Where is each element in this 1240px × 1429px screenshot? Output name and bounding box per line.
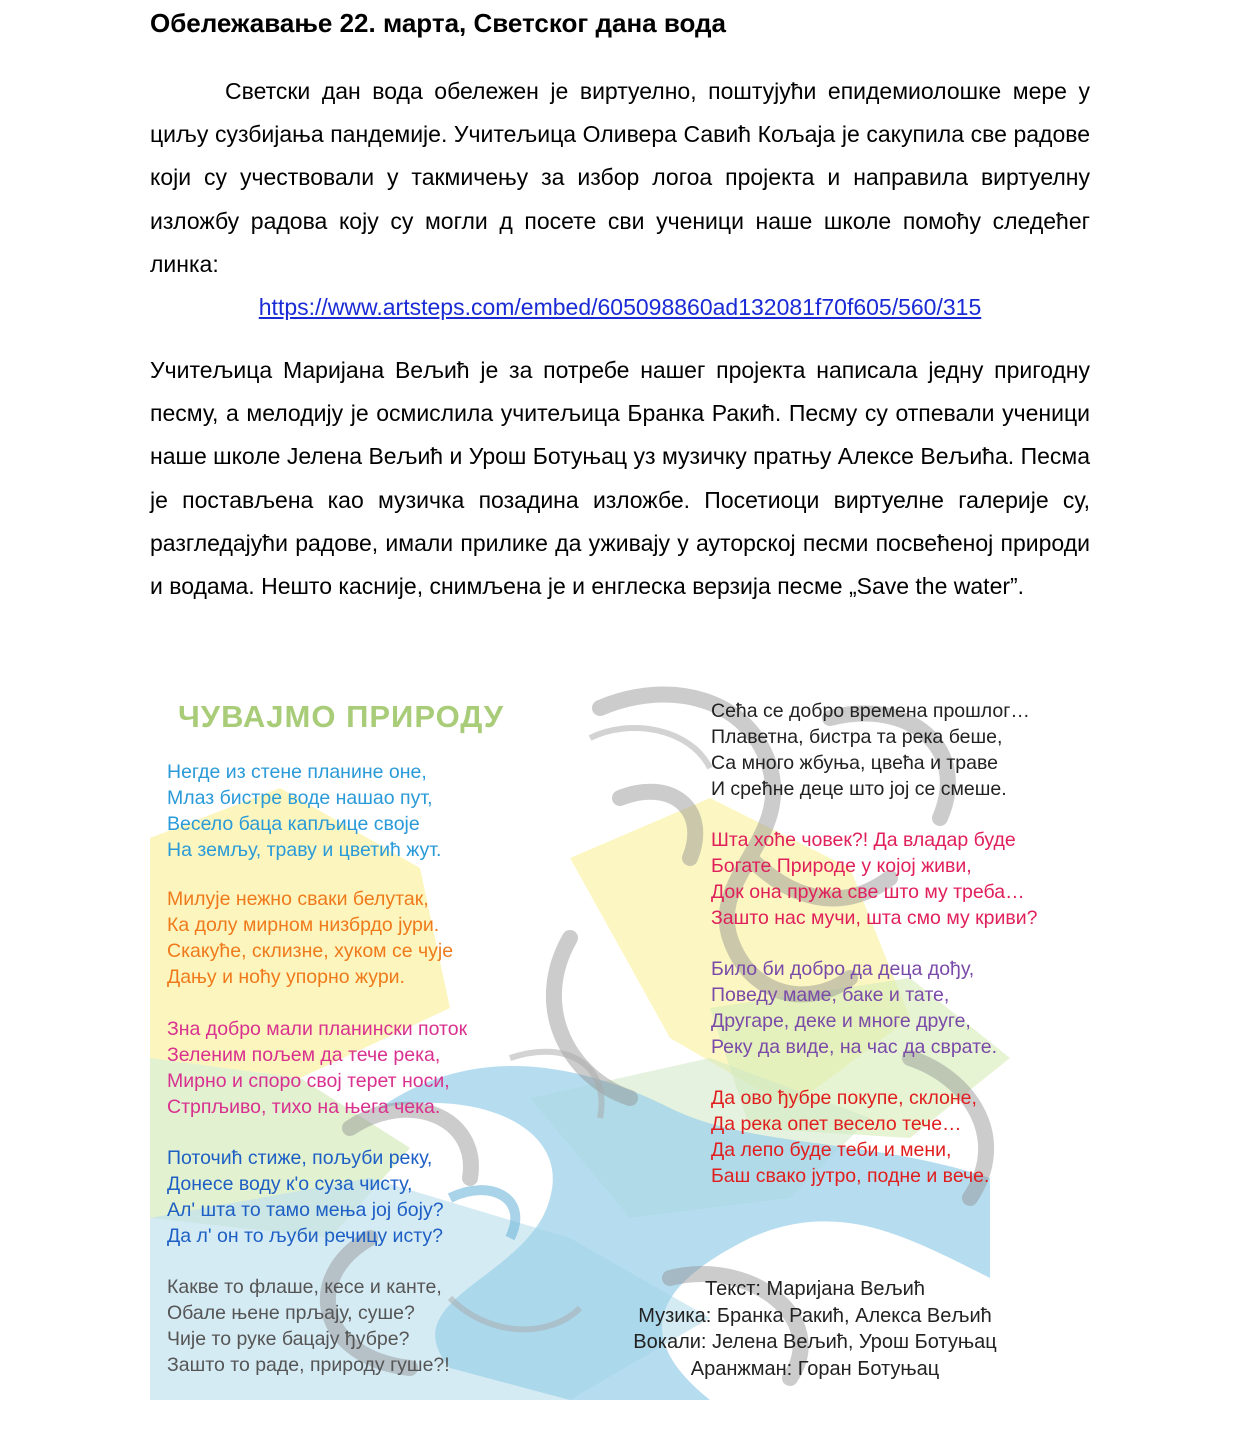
poem-line: Да ово ђубре покупе, склоне, [711,1087,977,1109]
poem-stanza-2 [167,886,453,990]
poem-stanza-5 [167,1274,450,1378]
credit-music: Музика: Бранка Ракић, Алекса Вељић [638,1304,992,1327]
credit-vocals: Вокали: Јелена Вељић, Урош Ботуњац [633,1331,997,1353]
poem-stanza-7 [711,827,1037,931]
poem-line: Са много жбуња, цвећа и траве [711,752,998,774]
poem-line: Дању и ноћу упорно жури. [167,966,405,988]
article-paragraph-2: Учитељица Маријана Вељић је за потребе нашег пројекта написала једну пригодну песму, а мелодију је осмислила учитељица Бранка Ракић. Песму су отпевали ученици наше школе Јелена Вељић и Урош Ботуњац уз музичку пратњу Алексе Вељића. Песма је постављена као музичка позадина изложбе. Посетиоци виртуелне галерије су, разгледајући радове, имали прилике да уживају у ауторској песми посвећеној природи и водама. Нешто касније, снимљена је и енглеска верзија песме „Save the water”. [150,357,1090,600]
poem-line: Скакуће, склизне, хуком се чује [167,940,454,962]
poem-line: Поточић стиже, пољуби реку, [167,1147,433,1169]
poem-line: Плаветна, бистра та река беше, [711,726,1003,748]
poem-line: Било би добро да деца дођу, [711,958,975,980]
poem-line: Донесе воду к'о суза чисту, [167,1173,413,1195]
poem-line: Обале њене прљају, суше? [167,1302,415,1324]
poem-line: Богате Природе у којој живи, [711,855,972,877]
poem-line: Мирно и споро свој терет носи, [167,1070,450,1092]
credit-text: Текст: Маријана Вељић [705,1278,925,1300]
poem-stanza-4 [167,1145,444,1249]
poem-line: Негде из стене планине оне, [167,761,427,783]
article-title: Обележавање 22. марта, Светског дана вода [150,8,726,38]
song-credits [605,1276,1025,1382]
poem-stanza-6 [711,698,1030,802]
poem-line: Ал' шта то тамо мења јој боју? [167,1199,444,1221]
poem-stanza-9 [711,1085,989,1189]
poem-title: ЧУВАЈМО ПРИРОДУ [178,699,505,734]
song-poster [150,678,1090,1400]
poem-line: На земљу, траву и цветић жут. [167,839,442,861]
artsteps-link[interactable]: https://www.artsteps.com/embed/605098860ad132081f70f605/560/315 [258,294,982,320]
poem-stanza-8 [711,956,997,1060]
poem-line: Зашто нас мучи, шта смо му криви? [711,907,1038,929]
poem-line: И срећне деце што јој се смеше. [711,778,1007,800]
poem-line: Да река опет весело тече… [711,1113,962,1135]
poem-line: Другаре, деке и многе друге, [711,1010,971,1032]
poem-line: Док она пружа све што му треба… [711,881,1025,903]
poem-line: Зна добро мали планински поток [167,1018,468,1040]
poem-line: Реку да виде, на час да сврате. [711,1036,998,1058]
poem-stanza-1 [167,759,441,863]
poem-line: Зашто то раде, природу гуше?! [167,1354,450,1376]
poem-line: Весело баца капљице своје [167,813,420,835]
poem-line: Ка долу мирном низбрдо јури. [167,914,440,936]
poem-line: Млаз бистре воде нашао пут, [167,787,433,809]
article-paragraph-1: Светски дан вода обележен је виртуелно, поштујући епидемиолошке мере у циљу сузбијања пандемије. Учитељица Оливера Савић Кољаја је сакупила све радове који су учествовали у такмичењу за избор логоа пројекта и направила виртуелну изложбу радова коју су могли д посете сви ученици наше школе помоћу следећег линка: [150,78,1090,277]
credit-arrangement: Аранжман: Горан Ботуњац [690,1357,940,1380]
poem-line: Стрпљиво, тихо на њега чека. [167,1096,441,1118]
poem-line: Какве то флаше, кесе и канте, [167,1276,442,1298]
poem-line: Да лепо буде теби и мени, [711,1139,952,1161]
poem-line: Шта хоће човек?! Да владар буде [711,829,1016,851]
poem-line: Баш свако јутро, подне и вече. [711,1165,990,1187]
poem-stanza-3 [167,1016,467,1120]
poem-line: Да л' он то љуби речицу исту? [167,1225,443,1247]
poem-line: Зеленим пољем да тече река, [167,1044,441,1066]
poem-line: Милује нежно сваки белутак, [167,888,429,910]
poem-line: Поведу маме, баке и тате, [711,984,950,1006]
poem-line: Сећа се добро времена прошлог… [711,700,1030,722]
poem-line: Чије то руке бацају ђубре? [167,1328,410,1350]
